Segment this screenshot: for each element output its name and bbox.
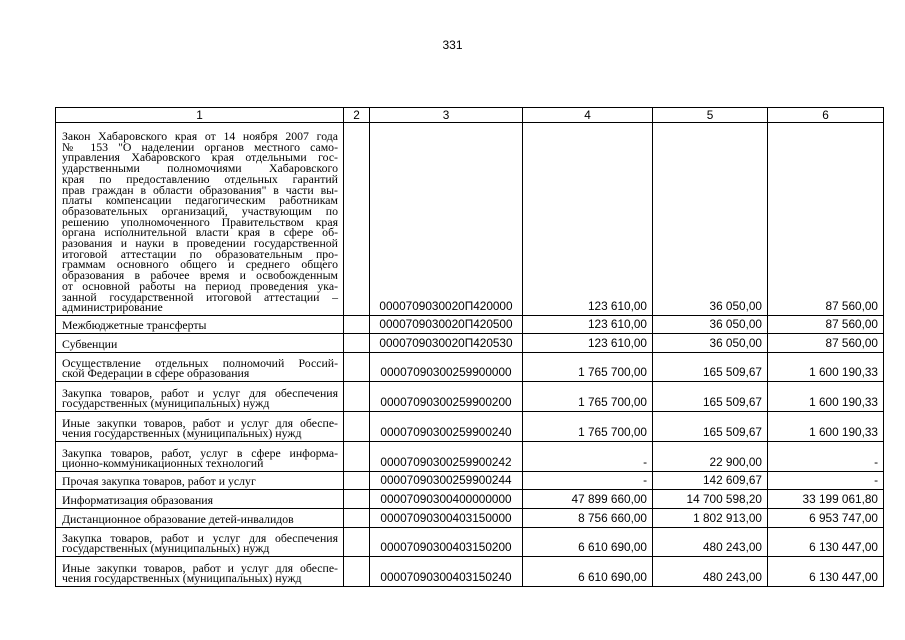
- row-value-col4: 6 610 690,00: [523, 557, 653, 587]
- row-value-col5: 165 509,67: [653, 382, 768, 412]
- row-value-col4: 123 610,00: [523, 123, 653, 316]
- row-value-col6: 1 600 190,33: [768, 353, 884, 382]
- description-line: чения государственных (муниципальных) нужд: [62, 426, 302, 441]
- page-number: 331: [442, 38, 463, 52]
- table-row: [56, 316, 884, 334]
- description-line: Межбюджетные трансферты: [62, 318, 207, 333]
- row-column-2: [344, 472, 370, 490]
- row-description: [56, 472, 344, 490]
- description-line: занной государственной итоговой аттестации –: [62, 289, 338, 304]
- row-value-col4: 47 899 660,00: [523, 490, 653, 509]
- table-row: [56, 334, 884, 353]
- table-row: [56, 412, 884, 442]
- row-code: 00007090300259900244: [370, 472, 523, 490]
- description-line: № 153 "О наделении органов местного само-: [62, 139, 338, 154]
- row-column-2: [344, 353, 370, 382]
- row-value-col4: -: [523, 472, 653, 490]
- row-description: [56, 557, 344, 587]
- table-row: [56, 442, 884, 472]
- description-line: прав граждан в области образования" в части вы-: [62, 182, 338, 197]
- description-line: Иные закупки товаров, работ и услуг для обеспе-: [62, 415, 338, 430]
- row-value-col6: 87 560,00: [768, 316, 884, 334]
- row-description: [56, 316, 344, 334]
- description-line: Иные закупки товаров, работ и услуг для обеспе-: [62, 560, 338, 575]
- row-code: 00007090300259900242: [370, 442, 523, 472]
- row-column-2: [344, 528, 370, 557]
- row-value-col4: 1 765 700,00: [523, 353, 653, 382]
- row-value-col4: 123 610,00: [523, 316, 653, 334]
- description-line: государственных (муниципальных) нужд: [62, 541, 270, 556]
- row-value-col4: 123 610,00: [523, 334, 653, 353]
- row-description: [56, 528, 344, 557]
- row-description: [56, 412, 344, 442]
- row-code: 0000709030020П420000: [370, 123, 523, 316]
- row-value-col6: 6 130 447,00: [768, 557, 884, 587]
- row-value-col6: 1 600 190,33: [768, 412, 884, 442]
- row-value-col5: 1 802 913,00: [653, 509, 768, 528]
- description-line: образования в рабочее время и освобожденным: [62, 268, 338, 283]
- row-column-2: [344, 412, 370, 442]
- row-description: [56, 353, 344, 382]
- description-line: ударственными полномочиями Хабаровского: [62, 161, 338, 176]
- row-value-col5: 142 609,67: [653, 472, 768, 490]
- description-line: Прочая закупка товаров, работ и услуг: [62, 474, 256, 489]
- row-column-2: [344, 557, 370, 587]
- budget-table: [55, 107, 884, 587]
- row-value-col5: 14 700 598,20: [653, 490, 768, 509]
- header-cell-1: 1: [56, 108, 344, 123]
- table-body: [56, 108, 884, 587]
- row-value-col4: -: [523, 442, 653, 472]
- row-column-2: [344, 509, 370, 528]
- description-line: чения государственных (муниципальных) нужд: [62, 571, 302, 586]
- row-value-col4: 8 756 660,00: [523, 509, 653, 528]
- description-line: платы компенсации педагогическим работникам: [62, 193, 338, 208]
- description-line: Закупка товаров, работ и услуг для обеспечения: [62, 530, 338, 545]
- description-line: Субвенции: [62, 337, 118, 352]
- row-value-col5: 36 050,00: [653, 123, 768, 316]
- row-description: [56, 490, 344, 509]
- description-line: органа исполнительной власти края в сфере об-: [62, 225, 338, 240]
- header-cell-3: 3: [370, 108, 523, 123]
- table-row: [56, 490, 884, 509]
- row-value-col6: -: [768, 442, 884, 472]
- header-cell-5: 5: [653, 108, 768, 123]
- row-value-col4: 1 765 700,00: [523, 412, 653, 442]
- row-code: 00007090300400000000: [370, 490, 523, 509]
- row-value-col5: 165 509,67: [653, 353, 768, 382]
- table-row: [56, 472, 884, 490]
- table-row: [56, 557, 884, 587]
- row-column-2: [344, 490, 370, 509]
- description-line: Закупка товаров, работ, услуг в сфере информа-: [62, 445, 338, 460]
- description-line: государственных (муниципальных) нужд: [62, 396, 270, 411]
- row-code: 0000709030020П420530: [370, 334, 523, 353]
- row-value-col5: 480 243,00: [653, 528, 768, 557]
- row-code: 00007090300259900240: [370, 412, 523, 442]
- row-column-2: [344, 123, 370, 316]
- table-row: [56, 528, 884, 557]
- table-header-row: [56, 108, 884, 123]
- row-value-col6: 87 560,00: [768, 123, 884, 316]
- row-value-col5: 480 243,00: [653, 557, 768, 587]
- row-value-col5: 22 900,00: [653, 442, 768, 472]
- description-line: решению уполномоченного Правительством края: [62, 214, 338, 229]
- row-value-col6: -: [768, 472, 884, 490]
- row-code: 00007090300403150240: [370, 557, 523, 587]
- row-column-2: [344, 382, 370, 412]
- row-value-col5: 36 050,00: [653, 316, 768, 334]
- row-value-col5: 165 509,67: [653, 412, 768, 442]
- row-description: [56, 382, 344, 412]
- row-column-2: [344, 442, 370, 472]
- row-description: [56, 509, 344, 528]
- row-code: 00007090300259900200: [370, 382, 523, 412]
- row-code: 00007090300403150000: [370, 509, 523, 528]
- description-line: ционно-коммуникационных технологий: [62, 456, 264, 471]
- row-value-col6: 87 560,00: [768, 334, 884, 353]
- row-code: 00007090300259900000: [370, 353, 523, 382]
- row-value-col5: 36 050,00: [653, 334, 768, 353]
- description-line: граммам основного общего и среднего общего: [62, 257, 338, 272]
- description-line: края по предоставлению отдельных гарантий: [62, 171, 338, 186]
- table-row: [56, 382, 884, 412]
- header-cell-4: 4: [523, 108, 653, 123]
- row-value-col4: 6 610 690,00: [523, 528, 653, 557]
- description-line: Дистанционное образование детей-инвалидов: [62, 512, 294, 527]
- description-line: администрирование: [62, 300, 163, 315]
- description-line: управления Хабаровского края отдельными гос-: [62, 150, 338, 165]
- description-line: образовательных организаций, участвующим по: [62, 203, 338, 218]
- row-description: [56, 334, 344, 353]
- header-cell-2: 2: [344, 108, 370, 123]
- row-value-col6: 6 953 747,00: [768, 509, 884, 528]
- description-line: Осуществление отдельных полномочий Россий-: [62, 355, 338, 370]
- description-line: Закон Хабаровского края от 14 ноября 2007 года: [62, 129, 338, 144]
- description-line: итоговой аттестации по образовательным про-: [62, 246, 338, 261]
- table-row: [56, 353, 884, 382]
- description-line: Закупка товаров, работ и услуг для обеспечения: [62, 385, 338, 400]
- row-code: 0000709030020П420500: [370, 316, 523, 334]
- description-line: Информатизация образования: [62, 493, 214, 508]
- row-column-2: [344, 316, 370, 334]
- row-code: 00007090300403150200: [370, 528, 523, 557]
- row-value-col6: 33 199 061,80: [768, 490, 884, 509]
- table-row: [56, 509, 884, 528]
- header-cell-6: 6: [768, 108, 884, 123]
- row-value-col6: 1 600 190,33: [768, 382, 884, 412]
- row-column-2: [344, 334, 370, 353]
- table-row: [56, 123, 884, 316]
- row-description: [56, 123, 344, 316]
- row-value-col6: 6 130 447,00: [768, 528, 884, 557]
- row-description: [56, 442, 344, 472]
- description-line: разования и науки в проведении государственной: [62, 236, 338, 251]
- description-line: от основной работы на период проведения ука-: [62, 278, 338, 293]
- description-line: ской Федерации в сфере образования: [62, 366, 250, 381]
- row-value-col4: 1 765 700,00: [523, 382, 653, 412]
